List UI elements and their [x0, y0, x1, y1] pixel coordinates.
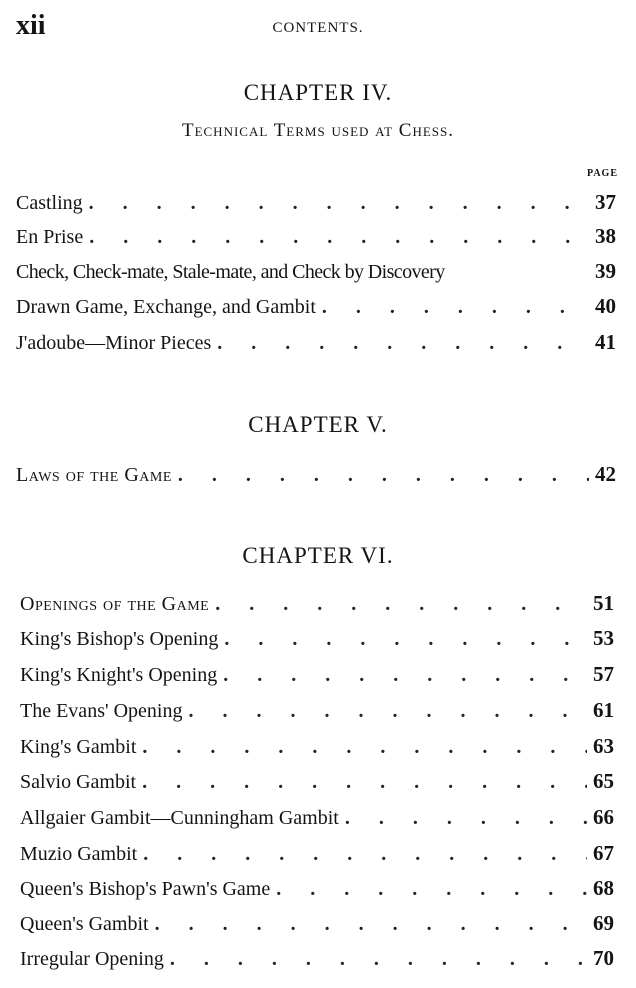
toc-entry[interactable] — [20, 698, 614, 728]
toc-entry[interactable] — [20, 911, 614, 941]
toc-entry-label: Allgaier Gambit—Cunningham Gambit — [20, 807, 339, 829]
toc-entry-label: Irregular Opening — [20, 948, 164, 970]
dot-leader — [223, 664, 587, 687]
toc-entry[interactable] — [16, 462, 616, 492]
toc-entry[interactable] — [16, 259, 616, 289]
running-title: CONTENTS. — [272, 20, 364, 36]
dot-leader — [155, 913, 587, 936]
toc-entry-page: 51 — [593, 591, 614, 615]
toc-entry[interactable] — [16, 294, 616, 324]
toc-entry-label: Check, Check-mate, Stale-mate, and Check by Discovery — [16, 261, 445, 283]
toc-entry-label: Queen's Bishop's Pawn's Game — [20, 878, 271, 900]
chapter-4-subtitle: Technical Terms used at Chess. — [181, 120, 455, 141]
toc-entry[interactable] — [20, 662, 614, 692]
dot-leader — [215, 593, 587, 616]
toc-entry-label: J'adoube—Minor Pieces — [16, 332, 212, 354]
toc-entry-page: 66 — [593, 805, 614, 829]
toc-entry[interactable] — [16, 190, 616, 220]
dot-leader — [322, 296, 589, 319]
toc-entry-label: Drawn Game, Exchange, and Gambit — [16, 296, 316, 318]
toc-entry-page: 67 — [593, 841, 614, 865]
toc-entry-page: 63 — [593, 734, 614, 758]
toc-entry[interactable] — [20, 734, 614, 764]
toc-entry-label: Salvio Gambit — [20, 771, 137, 793]
toc-entry-page: 38 — [595, 224, 616, 248]
toc-entry-page: 68 — [593, 876, 614, 900]
toc-entry-label: The Evans' Opening — [20, 700, 183, 722]
toc-entry[interactable] — [20, 769, 614, 799]
toc-entry-page: 53 — [593, 626, 614, 650]
dot-leader — [89, 192, 589, 215]
dot-leader — [178, 464, 589, 487]
toc-entry-label: En Prise — [16, 226, 84, 248]
dot-leader — [142, 771, 587, 794]
chapter-4-heading: CHAPTER IV. — [243, 80, 393, 105]
toc-entry-label: King's Gambit — [20, 736, 137, 758]
toc-entry-label: Muzio Gambit — [20, 843, 138, 865]
toc-entry[interactable] — [16, 330, 616, 360]
toc-entry[interactable] — [20, 626, 614, 656]
toc-entry-label: King's Knight's Opening — [20, 664, 218, 686]
toc-entry-page: 57 — [593, 662, 614, 686]
toc-entry-page: 61 — [593, 698, 614, 722]
page-column-label: PAGE — [586, 168, 618, 179]
chapter-5-heading: CHAPTER V. — [248, 412, 388, 437]
toc-entry[interactable] — [16, 224, 616, 254]
chapter-6-heading: CHAPTER VI. — [242, 543, 394, 568]
toc-entry-page: 65 — [593, 769, 614, 793]
toc-entry-label: Openings of the Game — [20, 593, 210, 615]
dot-leader — [89, 226, 589, 249]
dot-leader — [217, 332, 589, 355]
toc-entry-label: Queen's Gambit — [20, 913, 149, 935]
toc-entry-label: Laws of the Game — [16, 464, 172, 486]
dot-leader — [345, 807, 587, 830]
dot-leader — [224, 628, 587, 651]
dot-leader — [188, 700, 587, 723]
toc-entry-page: 69 — [593, 911, 614, 935]
toc-entry[interactable] — [20, 805, 614, 835]
toc-entry-page: 70 — [593, 946, 614, 970]
toc-entry[interactable] — [20, 591, 614, 621]
toc-entry-page: 39 — [595, 259, 616, 283]
toc-entry[interactable] — [20, 841, 614, 871]
dot-leader — [170, 948, 587, 971]
toc-entry-label: King's Bishop's Opening — [20, 628, 219, 650]
dot-leader — [142, 736, 587, 759]
toc-entry-page: 42 — [595, 462, 616, 486]
toc-entry-page: 40 — [595, 294, 616, 318]
dot-leader — [143, 843, 587, 866]
toc-entry[interactable] — [20, 946, 614, 976]
toc-entry-page: 41 — [595, 330, 616, 354]
toc-entry-label: Castling — [16, 192, 83, 214]
toc-entry-page: 37 — [595, 190, 616, 214]
page-number: xii — [16, 10, 46, 41]
toc-entry[interactable] — [20, 876, 614, 906]
dot-leader — [276, 878, 587, 901]
